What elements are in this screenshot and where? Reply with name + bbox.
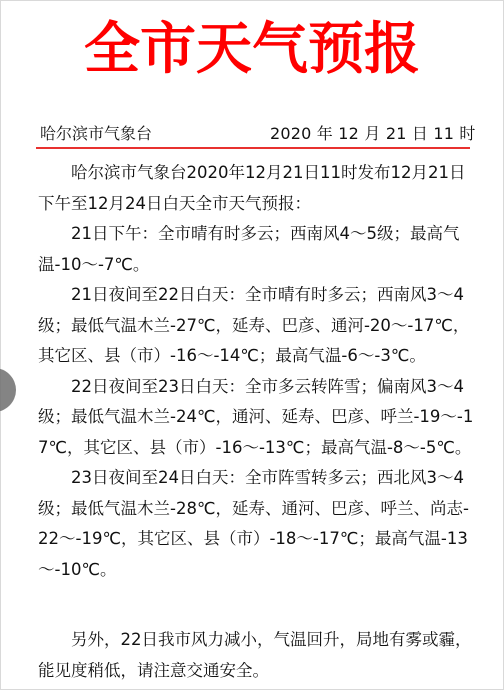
page-title: 全市天气预报 [84, 17, 420, 82]
issuer-label: 哈尔滨市气象台 [40, 124, 153, 143]
forecast-body [38, 158, 474, 686]
notice-paragraph: 另外，22日我市风力减小，气温回升，局地有雾或霾，能见度稍低，请注意交通安全。 [38, 630, 472, 680]
paragraph-gap [38, 585, 474, 625]
forecast-23-24: 23日夜间至24日白天：全市阵雪转多云；西北风3～4级；最低气温木兰-28℃，延寿、通河、巴彦、呼兰、尚志-22～-19℃，其它区、县（市）-18～-17℃；最高气温-13～-10℃。 [38, 468, 469, 579]
intro-paragraph: 哈尔滨市气象台2020年12月21日11时发布12月21日下午至12月24日白天全市天气预报： [38, 163, 466, 213]
forecast-21-afternoon: 21日下午：全市晴有时多云；西南风4～5级；最高气温-10～-7℃。 [38, 224, 460, 274]
forecast-21-22: 21日夜间至22日白天：全市晴有时多云；西南风3～4级；最低气温木兰-27℃，延寿、巴彦、通河-20～-17℃，其它区、县（市）-16～-14℃；最高气温-6～-3℃。 [38, 285, 470, 365]
issued-time: 2020 年 12 月 21 日 11 时 [270, 124, 476, 143]
forecast-22-23: 22日夜间至23日白天：全市多云转阵雪；偏南风3～4级；最低气温木兰-24℃，通河、延寿、巴彦、呼兰-19～-17℃，其它区、县（市）-16～-13℃；最高气温-8～-5℃。 [38, 376, 474, 457]
header-divider [36, 147, 470, 149]
